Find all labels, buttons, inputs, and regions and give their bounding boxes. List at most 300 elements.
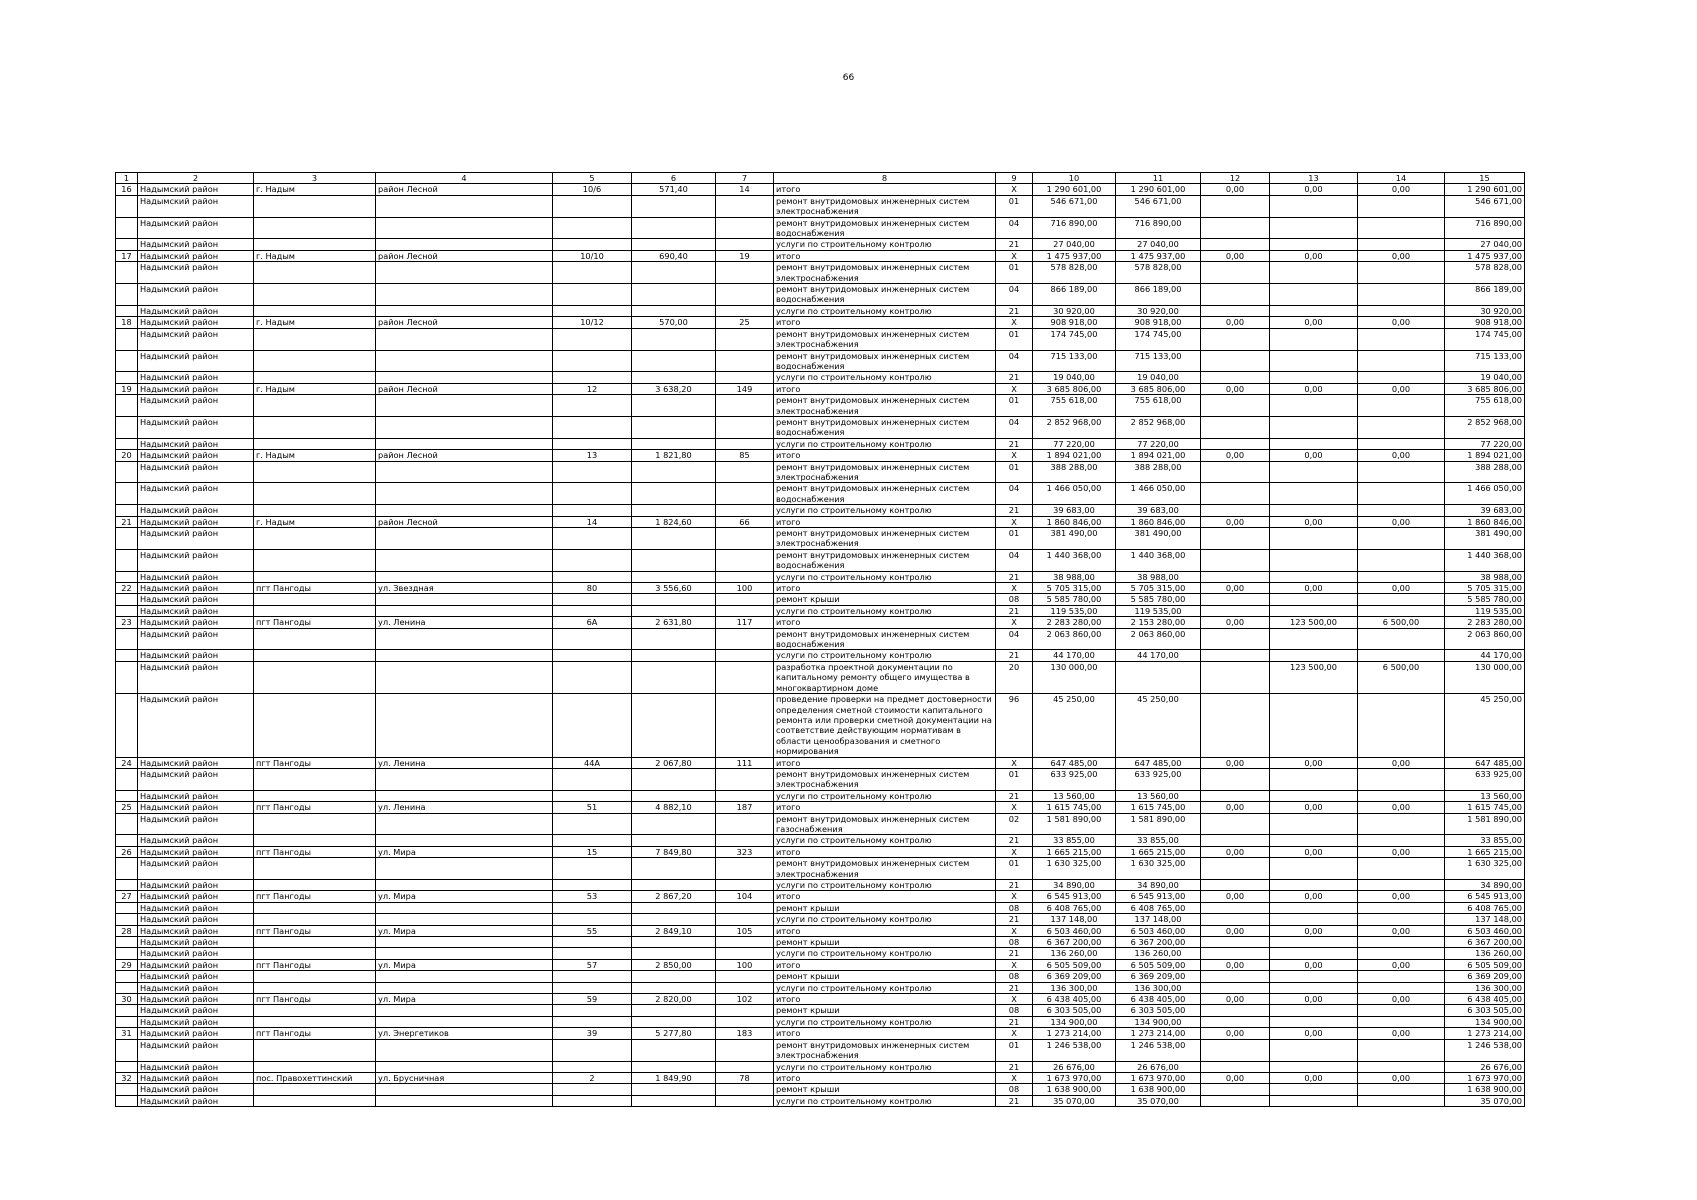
fund-cost-cell: 45 250,00 bbox=[1116, 694, 1201, 757]
work-code-cell: 08 bbox=[996, 1084, 1033, 1095]
district-cell: Надымский район bbox=[138, 982, 254, 993]
fund-cost-cell: 1 665 215,00 bbox=[1116, 846, 1201, 857]
area-cell bbox=[632, 835, 716, 846]
local-budget-cell bbox=[1358, 1016, 1445, 1027]
region-budget-cell: 0,00 bbox=[1270, 802, 1358, 813]
region-budget-cell bbox=[1270, 835, 1358, 846]
street-cell: район Лесной bbox=[376, 516, 553, 527]
final-total-cell: 119 535,00 bbox=[1445, 605, 1525, 616]
area-cell bbox=[632, 372, 716, 383]
house-number-cell bbox=[553, 1095, 632, 1106]
total-cost-cell: 13 560,00 bbox=[1033, 790, 1116, 801]
local-budget-cell bbox=[1358, 1039, 1445, 1061]
total-cost-cell: 174 745,00 bbox=[1033, 328, 1116, 350]
total-cost-cell: 33 855,00 bbox=[1033, 835, 1116, 846]
fund-cost-cell: 1 290 601,00 bbox=[1116, 184, 1201, 195]
work-code-cell: 21 bbox=[996, 650, 1033, 661]
residents-cell bbox=[716, 1095, 774, 1106]
fund-cost-cell: 1 630 325,00 bbox=[1116, 858, 1201, 880]
house-number-cell bbox=[553, 628, 632, 650]
local-budget-cell bbox=[1358, 937, 1445, 948]
residents-cell bbox=[716, 195, 774, 217]
table-row bbox=[116, 846, 1525, 857]
house-number-cell bbox=[553, 971, 632, 982]
residents-cell bbox=[716, 571, 774, 582]
residents-cell bbox=[716, 835, 774, 846]
column-number: 10 bbox=[1033, 173, 1116, 184]
fund-cost-cell: 136 300,00 bbox=[1116, 982, 1201, 993]
work-type-cell: ремонт внутридомовых инженерных систем электроснабжения bbox=[774, 528, 996, 550]
street-cell bbox=[376, 661, 553, 693]
area-cell bbox=[632, 880, 716, 891]
house-number-cell bbox=[553, 880, 632, 891]
fund-cost-cell: 1 673 970,00 bbox=[1116, 1072, 1201, 1083]
house-number-cell bbox=[553, 372, 632, 383]
row-number bbox=[116, 902, 138, 913]
row-number bbox=[116, 372, 138, 383]
work-type-cell: ремонт внутридомовых инженерных систем электроснабжения bbox=[774, 768, 996, 790]
final-total-cell: 381 490,00 bbox=[1445, 528, 1525, 550]
work-type-cell: ремонт внутридомовых инженерных систем водоснабжения bbox=[774, 549, 996, 571]
street-cell bbox=[376, 594, 553, 605]
district-cell: Надымский район bbox=[138, 948, 254, 959]
work-code-cell: Х bbox=[996, 802, 1033, 813]
fund-cost-cell: 6 369 209,00 bbox=[1116, 971, 1201, 982]
row-number bbox=[116, 438, 138, 449]
fund-cost-cell: 715 133,00 bbox=[1116, 350, 1201, 372]
district-cell: Надымский район bbox=[138, 661, 254, 693]
final-total-cell: 77 220,00 bbox=[1445, 438, 1525, 449]
fund-cost-cell: 134 900,00 bbox=[1116, 1016, 1201, 1027]
residents-cell bbox=[716, 217, 774, 239]
street-cell bbox=[376, 305, 553, 316]
settlement-cell bbox=[254, 262, 376, 284]
row-number: 31 bbox=[116, 1028, 138, 1039]
region-budget-cell: 123 500,00 bbox=[1270, 661, 1358, 693]
total-cost-cell: 134 900,00 bbox=[1033, 1016, 1116, 1027]
local-budget-cell bbox=[1358, 948, 1445, 959]
residents-cell: 104 bbox=[716, 891, 774, 902]
work-code-cell: 01 bbox=[996, 1039, 1033, 1061]
street-cell bbox=[376, 768, 553, 790]
final-total-cell: 633 925,00 bbox=[1445, 768, 1525, 790]
area-cell bbox=[632, 284, 716, 306]
area-cell: 571,40 bbox=[632, 184, 716, 195]
work-code-cell: 21 bbox=[996, 835, 1033, 846]
work-code-cell: 20 bbox=[996, 661, 1033, 693]
final-total-cell: 2 063 860,00 bbox=[1445, 628, 1525, 650]
house-number-cell bbox=[553, 858, 632, 880]
table-row bbox=[116, 571, 1525, 582]
local-budget-cell bbox=[1358, 195, 1445, 217]
region-budget-cell bbox=[1270, 1039, 1358, 1061]
street-cell: ул. Энергетиков bbox=[376, 1028, 553, 1039]
table-row bbox=[116, 372, 1525, 383]
row-number bbox=[116, 350, 138, 372]
work-code-cell: 08 bbox=[996, 594, 1033, 605]
house-number-cell bbox=[553, 661, 632, 693]
region-budget-cell bbox=[1270, 694, 1358, 757]
final-total-cell: 388 288,00 bbox=[1445, 461, 1525, 483]
row-number: 18 bbox=[116, 317, 138, 328]
work-type-cell: услуги по строительному контролю bbox=[774, 982, 996, 993]
local-budget-cell bbox=[1358, 768, 1445, 790]
district-cell: Надымский район bbox=[138, 1016, 254, 1027]
total-cost-cell: 27 040,00 bbox=[1033, 239, 1116, 250]
street-cell bbox=[376, 372, 553, 383]
fund-cost-cell: 30 920,00 bbox=[1116, 305, 1201, 316]
table-row bbox=[116, 802, 1525, 813]
local-budget-cell: 0,00 bbox=[1358, 846, 1445, 857]
budget-cell bbox=[1201, 395, 1270, 417]
table-row bbox=[116, 858, 1525, 880]
residents-cell bbox=[716, 416, 774, 438]
row-number bbox=[116, 694, 138, 757]
district-cell: Надымский район bbox=[138, 628, 254, 650]
house-number-cell bbox=[553, 1039, 632, 1061]
work-type-cell: итого bbox=[774, 184, 996, 195]
total-cost-cell: 1 475 937,00 bbox=[1033, 250, 1116, 261]
residents-cell bbox=[716, 661, 774, 693]
work-code-cell: 04 bbox=[996, 549, 1033, 571]
total-cost-cell: 866 189,00 bbox=[1033, 284, 1116, 306]
table-row bbox=[116, 628, 1525, 650]
fund-cost-cell: 1 475 937,00 bbox=[1116, 250, 1201, 261]
residents-cell: 100 bbox=[716, 959, 774, 970]
work-code-cell: 04 bbox=[996, 217, 1033, 239]
work-type-cell: итого bbox=[774, 317, 996, 328]
area-cell bbox=[632, 1061, 716, 1072]
work-type-cell: ремонт внутридомовых инженерных систем газоснабжения bbox=[774, 813, 996, 835]
final-total-cell: 755 618,00 bbox=[1445, 395, 1525, 417]
district-cell: Надымский район bbox=[138, 483, 254, 505]
work-code-cell: Х bbox=[996, 757, 1033, 768]
district-cell: Надымский район bbox=[138, 971, 254, 982]
residents-cell bbox=[716, 628, 774, 650]
local-budget-cell bbox=[1358, 835, 1445, 846]
area-cell bbox=[632, 262, 716, 284]
budget-cell bbox=[1201, 239, 1270, 250]
settlement-cell: пгт Пангоды bbox=[254, 583, 376, 594]
work-type-cell: ремонт внутридомовых инженерных систем водоснабжения bbox=[774, 350, 996, 372]
table-row bbox=[116, 813, 1525, 835]
district-cell: Надымский район bbox=[138, 450, 254, 461]
area-cell bbox=[632, 628, 716, 650]
area-cell: 1 824,60 bbox=[632, 516, 716, 527]
final-total-cell: 647 485,00 bbox=[1445, 757, 1525, 768]
local-budget-cell: 0,00 bbox=[1358, 994, 1445, 1005]
residents-cell bbox=[716, 650, 774, 661]
row-number bbox=[116, 914, 138, 925]
work-type-cell: проведение проверки на предмет достоверности определения сметной стоимости капитального ремонта или проверки сметной документации на соответствие действующим нормативам в области ценообразования и сметного нормирования bbox=[774, 694, 996, 757]
work-code-cell: 96 bbox=[996, 694, 1033, 757]
residents-cell bbox=[716, 902, 774, 913]
settlement-cell: пгт Пангоды bbox=[254, 959, 376, 970]
district-cell: Надымский район bbox=[138, 1072, 254, 1083]
work-code-cell: Х bbox=[996, 250, 1033, 261]
budget-cell bbox=[1201, 880, 1270, 891]
total-cost-cell: 136 260,00 bbox=[1033, 948, 1116, 959]
region-budget-cell: 0,00 bbox=[1270, 516, 1358, 527]
budget-cell: 0,00 bbox=[1201, 516, 1270, 527]
work-type-cell: услуги по строительному контролю bbox=[774, 650, 996, 661]
local-budget-cell: 6 500,00 bbox=[1358, 617, 1445, 628]
work-code-cell: Х bbox=[996, 583, 1033, 594]
district-cell: Надымский район bbox=[138, 217, 254, 239]
district-cell: Надымский район bbox=[138, 891, 254, 902]
house-number-cell bbox=[553, 937, 632, 948]
region-budget-cell bbox=[1270, 982, 1358, 993]
table-row bbox=[116, 305, 1525, 316]
table-row bbox=[116, 1039, 1525, 1061]
work-type-cell: услуги по строительному контролю bbox=[774, 305, 996, 316]
work-code-cell: 02 bbox=[996, 813, 1033, 835]
house-number-cell: 14 bbox=[553, 516, 632, 527]
house-number-cell bbox=[553, 694, 632, 757]
total-cost-cell: 39 683,00 bbox=[1033, 505, 1116, 516]
district-cell: Надымский район bbox=[138, 1084, 254, 1095]
fund-cost-cell: 6 545 913,00 bbox=[1116, 891, 1201, 902]
work-code-cell: Х bbox=[996, 1072, 1033, 1083]
district-cell: Надымский район bbox=[138, 914, 254, 925]
district-cell: Надымский район bbox=[138, 802, 254, 813]
work-code-cell: Х bbox=[996, 516, 1033, 527]
work-type-cell: ремонт внутридомовых инженерных систем электроснабжения bbox=[774, 195, 996, 217]
row-number bbox=[116, 284, 138, 306]
region-budget-cell bbox=[1270, 483, 1358, 505]
fund-cost-cell: 5 705 315,00 bbox=[1116, 583, 1201, 594]
region-budget-cell bbox=[1270, 790, 1358, 801]
street-cell bbox=[376, 813, 553, 835]
district-cell: Надымский район bbox=[138, 617, 254, 628]
house-number-cell: 10/10 bbox=[553, 250, 632, 261]
total-cost-cell: 1 581 890,00 bbox=[1033, 813, 1116, 835]
work-type-cell: услуги по строительному контролю bbox=[774, 914, 996, 925]
area-cell bbox=[632, 217, 716, 239]
total-cost-cell: 3 685 806,00 bbox=[1033, 383, 1116, 394]
local-budget-cell bbox=[1358, 813, 1445, 835]
street-cell bbox=[376, 350, 553, 372]
budget-cell bbox=[1201, 328, 1270, 350]
settlement-cell bbox=[254, 217, 376, 239]
work-type-cell: услуги по строительному контролю bbox=[774, 438, 996, 449]
house-number-cell bbox=[553, 395, 632, 417]
budget-cell: 0,00 bbox=[1201, 959, 1270, 970]
settlement-cell bbox=[254, 902, 376, 913]
street-cell bbox=[376, 328, 553, 350]
final-total-cell: 27 040,00 bbox=[1445, 239, 1525, 250]
district-cell: Надымский район bbox=[138, 880, 254, 891]
table-row bbox=[116, 1016, 1525, 1027]
budget-cell bbox=[1201, 195, 1270, 217]
work-code-cell: 04 bbox=[996, 284, 1033, 306]
residents-cell bbox=[716, 1061, 774, 1072]
fund-cost-cell: 137 148,00 bbox=[1116, 914, 1201, 925]
budget-cell bbox=[1201, 217, 1270, 239]
total-cost-cell: 6 438 405,00 bbox=[1033, 994, 1116, 1005]
table-row bbox=[116, 790, 1525, 801]
final-total-cell: 45 250,00 bbox=[1445, 694, 1525, 757]
work-type-cell: услуги по строительному контролю bbox=[774, 1016, 996, 1027]
total-cost-cell: 2 852 968,00 bbox=[1033, 416, 1116, 438]
residents-cell: 187 bbox=[716, 802, 774, 813]
work-type-cell: ремонт крыши bbox=[774, 971, 996, 982]
final-total-cell: 578 828,00 bbox=[1445, 262, 1525, 284]
local-budget-cell: 0,00 bbox=[1358, 450, 1445, 461]
fund-cost-cell: 1 581 890,00 bbox=[1116, 813, 1201, 835]
budget-cell bbox=[1201, 372, 1270, 383]
area-cell: 2 867,20 bbox=[632, 891, 716, 902]
work-type-cell: итого bbox=[774, 1072, 996, 1083]
residents-cell: 102 bbox=[716, 994, 774, 1005]
residents-cell: 100 bbox=[716, 583, 774, 594]
work-type-cell: итого bbox=[774, 994, 996, 1005]
final-total-cell: 6 545 913,00 bbox=[1445, 891, 1525, 902]
final-total-cell: 1 475 937,00 bbox=[1445, 250, 1525, 261]
row-number bbox=[116, 661, 138, 693]
residents-cell: 14 bbox=[716, 184, 774, 195]
area-cell: 2 850,00 bbox=[632, 959, 716, 970]
region-budget-cell: 0,00 bbox=[1270, 317, 1358, 328]
work-code-cell: Х bbox=[996, 317, 1033, 328]
table-row bbox=[116, 250, 1525, 261]
column-number-row bbox=[116, 173, 1525, 184]
district-cell: Надымский район bbox=[138, 605, 254, 616]
settlement-cell bbox=[254, 790, 376, 801]
row-number bbox=[116, 594, 138, 605]
work-type-cell: итого bbox=[774, 250, 996, 261]
final-total-cell: 1 630 325,00 bbox=[1445, 858, 1525, 880]
total-cost-cell: 35 070,00 bbox=[1033, 1095, 1116, 1106]
house-number-cell bbox=[553, 605, 632, 616]
residents-cell bbox=[716, 594, 774, 605]
row-number: 22 bbox=[116, 583, 138, 594]
local-budget-cell bbox=[1358, 438, 1445, 449]
house-number-cell: 12 bbox=[553, 383, 632, 394]
final-total-cell: 6 369 209,00 bbox=[1445, 971, 1525, 982]
total-cost-cell: 6 369 209,00 bbox=[1033, 971, 1116, 982]
residents-cell bbox=[716, 1005, 774, 1016]
total-cost-cell: 137 148,00 bbox=[1033, 914, 1116, 925]
district-cell: Надымский район bbox=[138, 650, 254, 661]
district-cell: Надымский район bbox=[138, 505, 254, 516]
column-number: 3 bbox=[254, 173, 376, 184]
fund-cost-cell: 381 490,00 bbox=[1116, 528, 1201, 550]
final-total-cell: 1 246 538,00 bbox=[1445, 1039, 1525, 1061]
local-budget-cell: 0,00 bbox=[1358, 583, 1445, 594]
district-cell: Надымский район bbox=[138, 195, 254, 217]
area-cell: 5 277,80 bbox=[632, 1028, 716, 1039]
settlement-cell bbox=[254, 835, 376, 846]
area-cell bbox=[632, 1005, 716, 1016]
local-budget-cell bbox=[1358, 372, 1445, 383]
district-cell: Надымский район bbox=[138, 994, 254, 1005]
area-cell bbox=[632, 1039, 716, 1061]
fund-cost-cell: 44 170,00 bbox=[1116, 650, 1201, 661]
region-budget-cell bbox=[1270, 1095, 1358, 1106]
row-number bbox=[116, 835, 138, 846]
residents-cell bbox=[716, 790, 774, 801]
local-budget-cell: 0,00 bbox=[1358, 891, 1445, 902]
fund-cost-cell: 6 438 405,00 bbox=[1116, 994, 1201, 1005]
residents-cell bbox=[716, 1039, 774, 1061]
area-cell: 7 849,80 bbox=[632, 846, 716, 857]
budget-cell bbox=[1201, 971, 1270, 982]
total-cost-cell: 30 920,00 bbox=[1033, 305, 1116, 316]
row-number bbox=[116, 262, 138, 284]
region-budget-cell bbox=[1270, 416, 1358, 438]
district-cell: Надымский район bbox=[138, 846, 254, 857]
budget-cell bbox=[1201, 1084, 1270, 1095]
house-number-cell bbox=[553, 505, 632, 516]
street-cell bbox=[376, 790, 553, 801]
street-cell bbox=[376, 650, 553, 661]
region-budget-cell: 0,00 bbox=[1270, 891, 1358, 902]
row-number bbox=[116, 217, 138, 239]
budget-cell bbox=[1201, 549, 1270, 571]
local-budget-cell bbox=[1358, 628, 1445, 650]
row-number bbox=[116, 628, 138, 650]
street-cell bbox=[376, 416, 553, 438]
area-cell: 1 849,90 bbox=[632, 1072, 716, 1083]
settlement-cell bbox=[254, 768, 376, 790]
work-type-cell: ремонт внутридомовых инженерных систем электроснабжения bbox=[774, 461, 996, 483]
fund-cost-cell: 26 676,00 bbox=[1116, 1061, 1201, 1072]
street-cell: ул. Мира bbox=[376, 994, 553, 1005]
local-budget-cell bbox=[1358, 305, 1445, 316]
settlement-cell bbox=[254, 694, 376, 757]
work-code-cell: Х bbox=[996, 450, 1033, 461]
work-code-cell: 04 bbox=[996, 483, 1033, 505]
district-cell: Надымский район bbox=[138, 328, 254, 350]
row-number: 16 bbox=[116, 184, 138, 195]
settlement-cell bbox=[254, 1039, 376, 1061]
column-number: 5 bbox=[553, 173, 632, 184]
total-cost-cell: 388 288,00 bbox=[1033, 461, 1116, 483]
final-total-cell: 6 303 505,00 bbox=[1445, 1005, 1525, 1016]
work-code-cell: 01 bbox=[996, 528, 1033, 550]
work-code-cell: 08 bbox=[996, 902, 1033, 913]
settlement-cell bbox=[254, 528, 376, 550]
area-cell bbox=[632, 461, 716, 483]
column-number: 12 bbox=[1201, 173, 1270, 184]
work-code-cell: 01 bbox=[996, 858, 1033, 880]
house-number-cell bbox=[553, 483, 632, 505]
budget-cell bbox=[1201, 790, 1270, 801]
row-number bbox=[116, 328, 138, 350]
house-number-cell: 59 bbox=[553, 994, 632, 1005]
row-number bbox=[116, 549, 138, 571]
column-number: 2 bbox=[138, 173, 254, 184]
district-cell: Надымский район bbox=[138, 250, 254, 261]
settlement-cell bbox=[254, 1095, 376, 1106]
work-type-cell: итого bbox=[774, 757, 996, 768]
settlement-cell: г. Надым bbox=[254, 317, 376, 328]
budget-cell bbox=[1201, 858, 1270, 880]
settlement-cell bbox=[254, 284, 376, 306]
total-cost-cell: 6 303 505,00 bbox=[1033, 1005, 1116, 1016]
work-type-cell: итого bbox=[774, 516, 996, 527]
settlement-cell bbox=[254, 605, 376, 616]
budget-cell bbox=[1201, 262, 1270, 284]
region-budget-cell bbox=[1270, 937, 1358, 948]
district-cell: Надымский район bbox=[138, 262, 254, 284]
region-budget-cell bbox=[1270, 461, 1358, 483]
local-budget-cell bbox=[1358, 350, 1445, 372]
local-budget-cell bbox=[1358, 1061, 1445, 1072]
local-budget-cell bbox=[1358, 217, 1445, 239]
house-number-cell: 2 bbox=[553, 1072, 632, 1083]
